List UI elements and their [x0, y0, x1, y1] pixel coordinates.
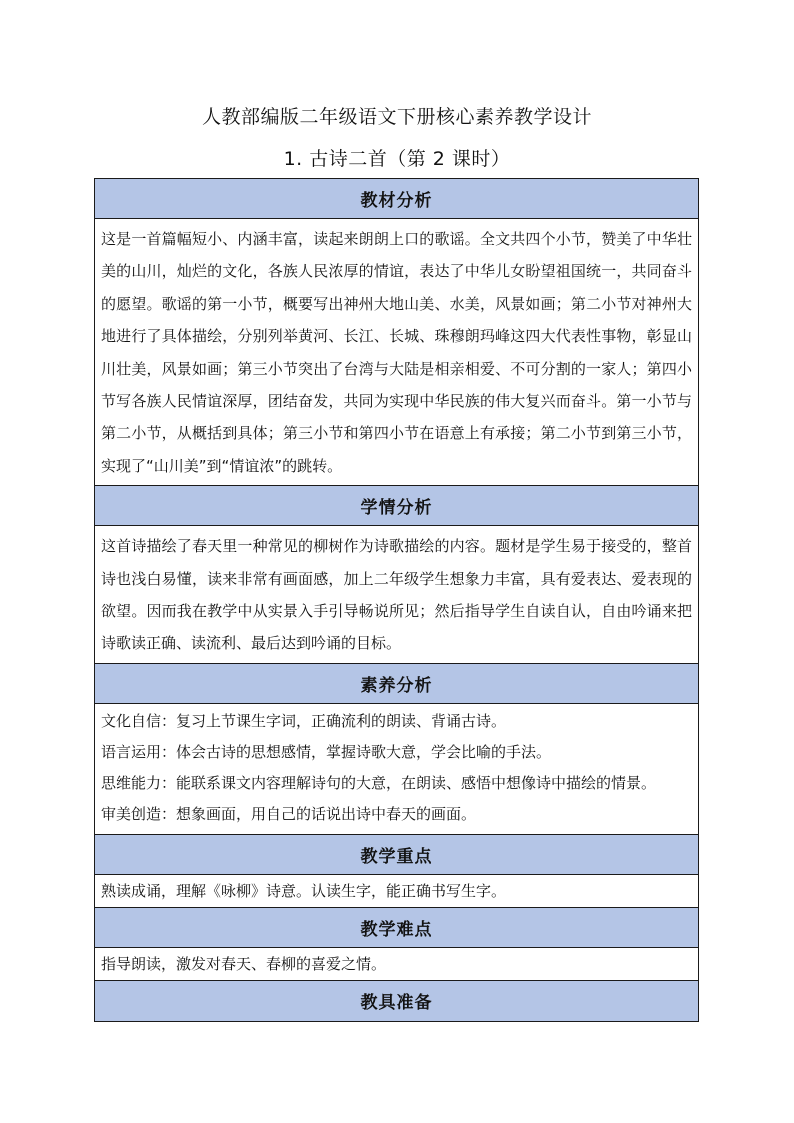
textbook-analysis-body-row: [95, 219, 699, 486]
key-points-text: 熟读成诵，理解《咏柳》诗意。认读生字，能正确书写生字。: [95, 874, 699, 907]
difficult-points-text: 指导朗读，激发对春天、春柳的喜爱之情。: [95, 947, 699, 980]
difficult-points-header-row: [95, 907, 699, 947]
key-points-header-row: [95, 834, 699, 874]
document-title: 人教部编版二年级语文下册核心素养教学设计: [201, 106, 592, 128]
difficult-points-body-row: [95, 947, 699, 980]
textbook-analysis-text: 这是一首篇幅短小、内涵丰富，读起来朗朗上口的歌谣。全文共四个小节，赞美了中华壮美的山川，灿烂的文化，各族人民浓厚的情谊，表达了中华儿女盼望祖国统一，共同奋斗的愿望。歌谣的第一小节，概要写出神州大地山美、水美，风景如画；第二小节对神州大地进行了具体描绘，分别列举黄河、长江、长城、珠穆朗玛峰这四大代表性事物，彰显山川壮美，风景如画；第三小节突出了台湾与大陆是相亲相爱、不可分割的一家人；第四小节写各族人民情谊深厚，团结奋发，共同为实现中华民族的伟大复兴而奋斗。第一小节与第二小节，从概括到具体；第三小节和第四小节在语意上有承接；第二小节到第三小节，实现了“山川美”到“情谊浓”的跳转。: [101, 230, 692, 475]
lesson-plan-table: [94, 178, 699, 1022]
learner-analysis-header-row: [95, 486, 699, 526]
literacy-analysis-cell: [95, 703, 699, 834]
literacy-analysis-header-row: [95, 663, 699, 703]
literacy-item-language: 语言运用：体会古诗的思想感情，掌握诗歌大意，学会比喻的手法。: [101, 742, 552, 761]
textbook-analysis-header-row: [95, 179, 699, 219]
literacy-analysis-body-row: [95, 703, 699, 834]
textbook-analysis-cell: [95, 219, 699, 486]
literacy-item-culture: 文化自信：复习上节课生字词，正确流利的朗读、背诵古诗。: [101, 711, 507, 730]
learner-analysis-cell: [95, 526, 699, 664]
materials-header-row: [95, 980, 699, 1021]
learner-analysis-body-row: [95, 526, 699, 664]
difficult-points-heading: 教学难点: [95, 907, 699, 947]
literacy-item-aesthetics: 审美创造：想象画面，用自己的话说出诗中春天的画面。: [101, 804, 477, 823]
lesson-title: 1. 古诗二首（第 2 课时）: [283, 148, 511, 170]
key-points-body-row: [95, 874, 699, 907]
materials-heading: 教具准备: [95, 980, 699, 1021]
textbook-analysis-heading: 教材分析: [95, 179, 699, 219]
learner-analysis-text: 这首诗描绘了春天里一种常见的柳树作为诗歌描绘的内容。题材是学生易于接受的，整首诗也浅白易懂，读来非常有画面感，加上二年级学生想象力丰富，具有爱表达、爱表现的欲望。因而我在教学中从实景入手引导畅说所见；然后指导学生自读自认，自由吟诵来把诗歌读正确、读流利、最后达到吟诵的目标。: [101, 537, 692, 653]
literacy-item-thinking: 思维能力：能联系课文内容理解诗句的大意，在朗读、感悟中想像诗中描绘的情景。: [101, 773, 657, 792]
learner-analysis-heading: 学情分析: [95, 486, 699, 526]
key-points-heading: 教学重点: [95, 834, 699, 874]
literacy-analysis-heading: 素养分析: [95, 663, 699, 703]
